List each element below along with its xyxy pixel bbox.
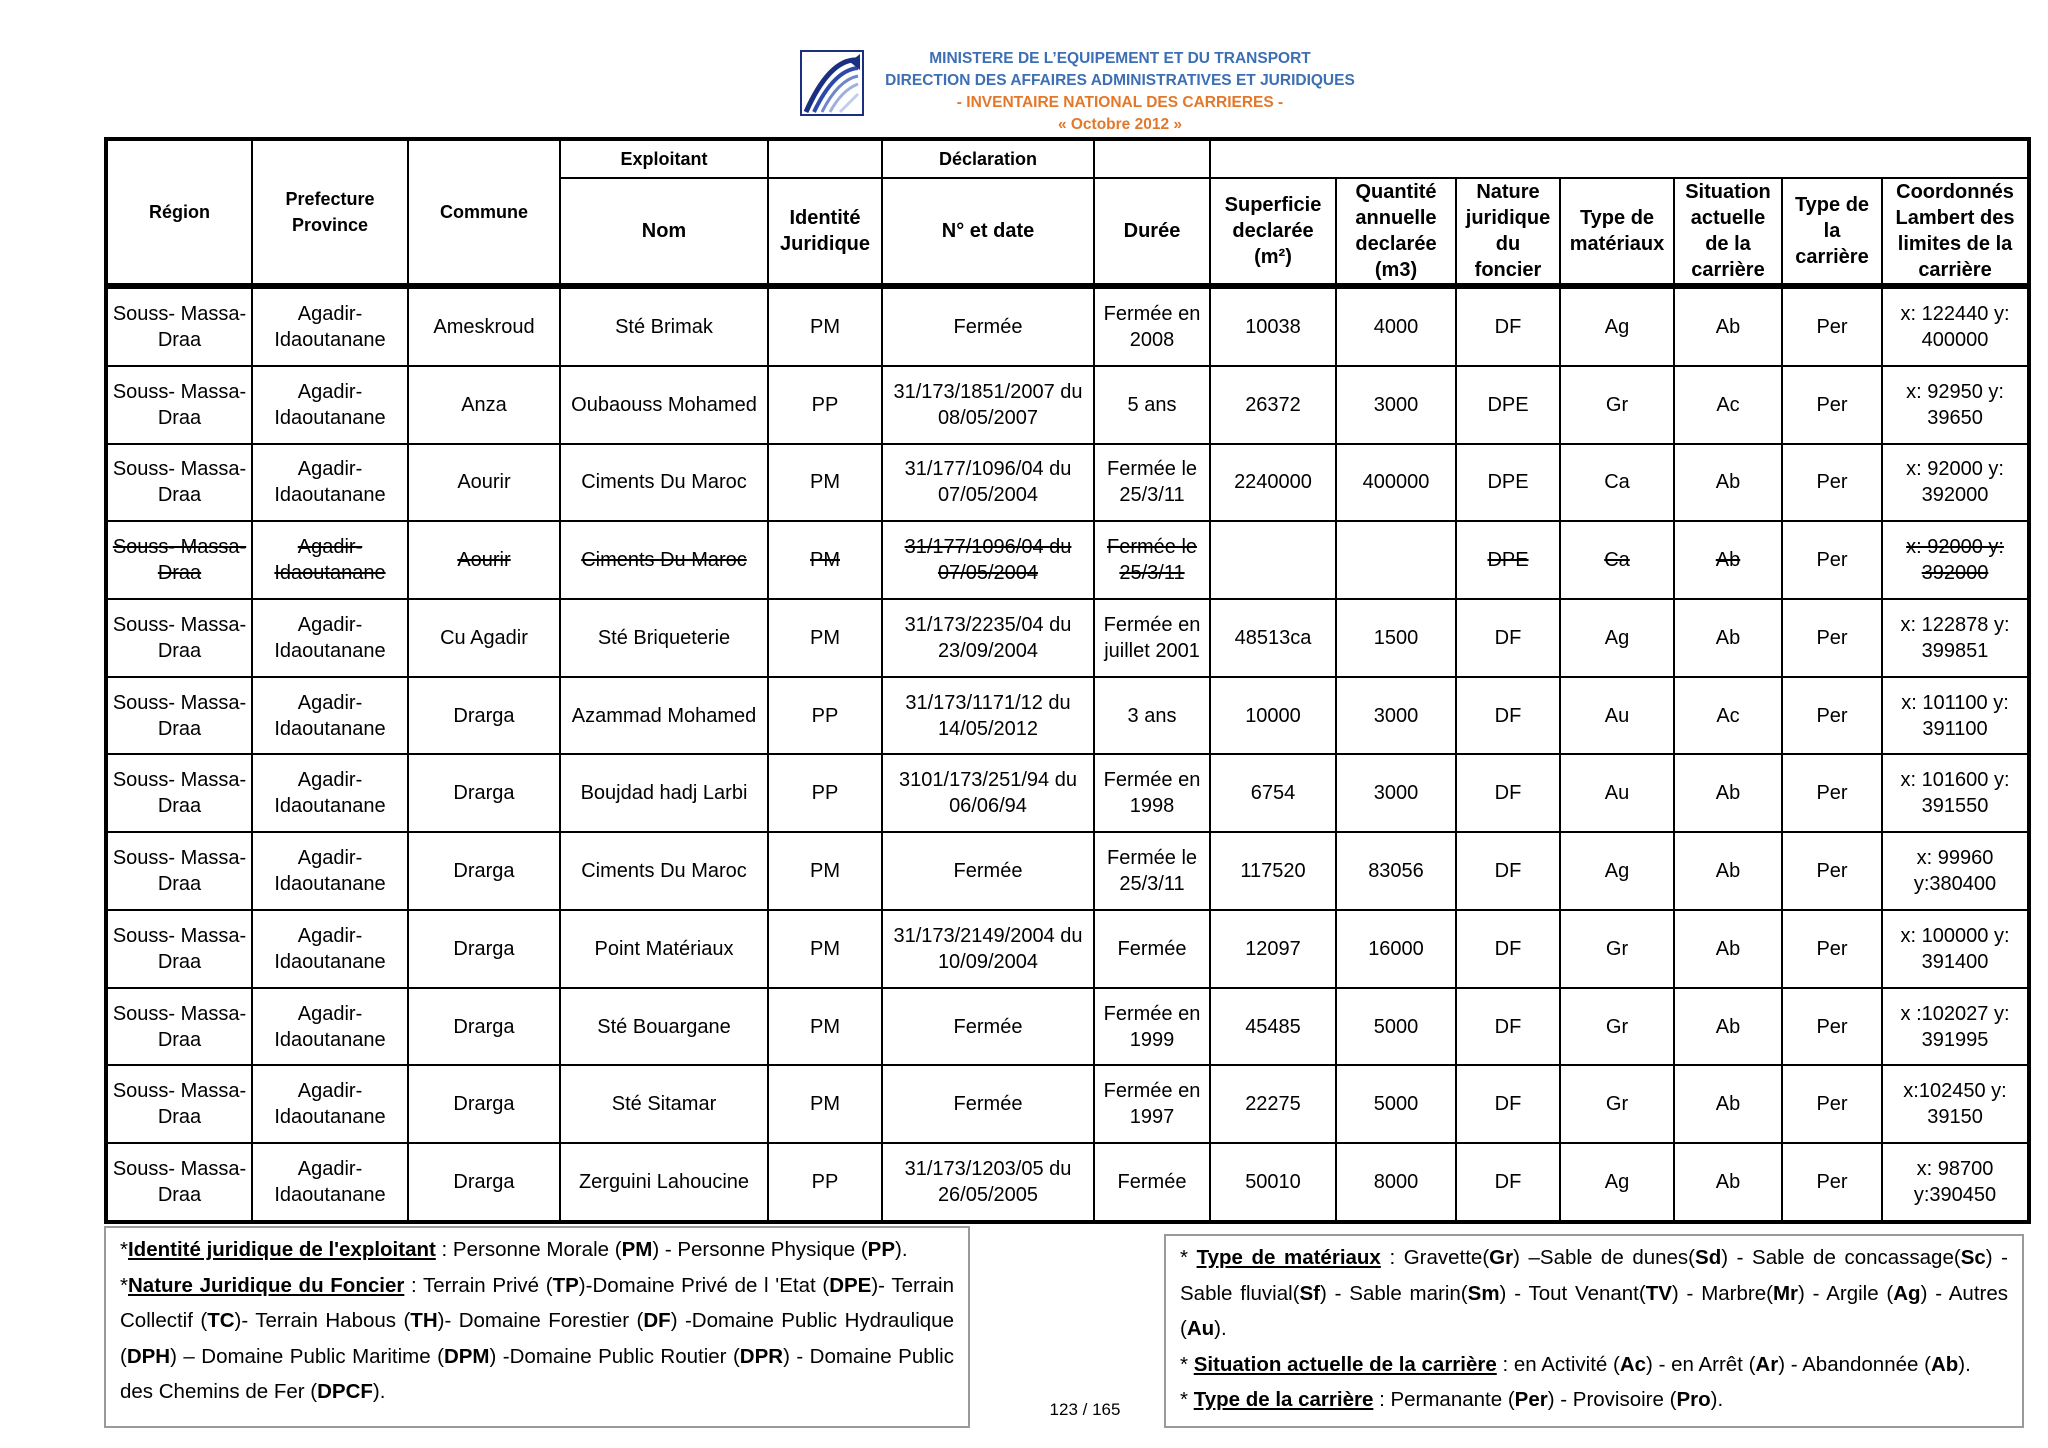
cell-situation: Ab <box>1674 832 1782 910</box>
legend-materiaux: * Type de matériaux : Gravette(Gr) –Sable de dunes(Sd) - Sable de concassage(Sc) - Sable fluvial(Sf) - Sable marin(Sm) - Tout Venant(TV) - Marbre(Mr) - Argile (Ag) - Autres (Au). <box>1180 1246 2009 1340</box>
cell-quantite: 8000 <box>1336 1143 1456 1222</box>
table-row <box>106 366 2029 444</box>
legend-identite-key: Identité juridique de l'exploitant <box>127 1238 436 1261</box>
col-header-commune: Commune <box>408 139 560 286</box>
header-direction: DIRECTION DES AFFAIRES ADMINISTRATIVES ET JURIDIQUES <box>885 72 1355 89</box>
cell-type-materiaux: Ca <box>1560 444 1674 522</box>
cell-numero-date: 3101/173/251/94 du 06/06/94 <box>882 754 1094 832</box>
cell-coordonnees: x: 122878 y: 399851 <box>1882 599 2029 677</box>
cell-commune: Ameskroud <box>408 286 560 366</box>
table-row <box>106 286 2029 366</box>
cell-duree: Fermée <box>1094 1143 1210 1222</box>
cell-quantite: 3000 <box>1336 366 1456 444</box>
cell-commune: Drarga <box>408 677 560 755</box>
col-header-duree: Durée <box>1094 178 1210 286</box>
legend-type-text: : Permanante (Per) - Provisoire (Pro). <box>1379 1388 1724 1411</box>
cell-superficie: 2240000 <box>1210 444 1336 522</box>
cell-prefecture: Agadir-Idaoutanane <box>252 521 408 599</box>
header-ministry: MINISTERE DE L’EQUIPEMENT ET DU TRANSPORT <box>929 50 1311 67</box>
cell-coordonnees: x: 122440 y: 400000 <box>1882 286 2029 366</box>
cell-region: Souss- Massa-Draa <box>106 1143 252 1222</box>
col-header-numero-date: N° et date <box>882 178 1094 286</box>
cell-quantite: 3000 <box>1336 677 1456 755</box>
legend-nature: *Nature Juridique du Foncier : Terrain Privé (TP)-Domaine Privé de l 'Etat (DPE)- Terrain Collectif (TC)- Terrain Habous (TH)- Domaine Forestier (DF) -Domaine Public Hydraulique (DPH) – Domaine Public Maritime (DPM) -Domaine Public Routier (DPR) - Domaine Public des Chemins de Fer (DPCF). <box>120 1273 954 1403</box>
legend-type: * Type de la carrière : Permanante (Per) - Provisoire (Pro). <box>1180 1388 1724 1411</box>
col-header-situation: Situation actuelle de la carrière <box>1674 178 1782 286</box>
cell-situation: Ab <box>1674 910 1782 988</box>
cell-coordonnees: x :102027 y: 391995 <box>1882 988 2029 1066</box>
cell-superficie: 22275 <box>1210 1065 1336 1143</box>
cell-nature-foncier: DF <box>1456 677 1560 755</box>
table-row <box>106 988 2029 1066</box>
cell-nom: Oubaouss Mohamed <box>560 366 768 444</box>
cell-numero-date: 31/177/1096/04 du 07/05/2004 <box>882 521 1094 599</box>
cell-nature-foncier: DPE <box>1456 444 1560 522</box>
cell-superficie: 26372 <box>1210 366 1336 444</box>
cell-commune: Cu Agadir <box>408 599 560 677</box>
legend-situation-text: : en Activité (Ac) - en Arrêt (Ar) - Abandonnée (Ab). <box>1502 1352 1971 1376</box>
col-header-nom: Nom <box>560 178 768 286</box>
cell-commune: Drarga <box>408 1143 560 1222</box>
cell-duree: Fermée en 2008 <box>1094 286 1210 366</box>
cell-nom: Ciments Du Maroc <box>560 832 768 910</box>
table-row <box>106 599 2029 677</box>
cell-prefecture: Agadir-Idaoutanane <box>252 1065 408 1143</box>
cell-superficie: 10000 <box>1210 677 1336 755</box>
cell-superficie: 117520 <box>1210 832 1336 910</box>
cell-type-carriere: Per <box>1782 599 1882 677</box>
cell-duree: Fermée <box>1094 910 1210 988</box>
cell-region: Souss- Massa-Draa <box>106 286 252 366</box>
cell-region: Souss- Massa-Draa <box>106 910 252 988</box>
header-date: « Octobre 2012 » <box>1057 116 1183 133</box>
cell-situation: Ab <box>1674 444 1782 522</box>
group-header-blank-3 <box>1210 139 2029 178</box>
cell-region: Souss- Massa-Draa <box>106 366 252 444</box>
cell-region: Souss- Massa-Draa <box>106 754 252 832</box>
cell-type-materiaux: Ag <box>1560 599 1674 677</box>
cell-nom: Sté Bouargane <box>560 988 768 1066</box>
cell-region: Souss- Massa-Draa <box>106 677 252 755</box>
group-header-declaration: Déclaration <box>882 139 1094 178</box>
cell-superficie: 6754 <box>1210 754 1336 832</box>
cell-nom: Boujdad hadj Larbi <box>560 754 768 832</box>
cell-coordonnees: x: 92000 y: 392000 <box>1882 444 2029 522</box>
cell-prefecture: Agadir-Idaoutanane <box>252 1143 408 1222</box>
cell-type-carriere: Per <box>1782 444 1882 522</box>
cell-situation: Ab <box>1674 599 1782 677</box>
cell-situation: Ac <box>1674 366 1782 444</box>
cell-superficie: 12097 <box>1210 910 1336 988</box>
cell-type-carriere: Per <box>1782 1143 1882 1222</box>
cell-duree: Fermée en 1999 <box>1094 988 1210 1066</box>
col-header-type-carriere: Type de la carrière <box>1782 178 1882 286</box>
cell-commune: Aourir <box>408 521 560 599</box>
cell-type-carriere: Per <box>1782 521 1882 599</box>
cell-nom: Point Matériaux <box>560 910 768 988</box>
cell-prefecture: Agadir-Idaoutanane <box>252 832 408 910</box>
cell-type-materiaux: Gr <box>1560 366 1674 444</box>
cell-coordonnees: x: 92000 y: 392000 <box>1882 521 2029 599</box>
cell-quantite: 5000 <box>1336 1065 1456 1143</box>
cell-situation: Ab <box>1674 1065 1782 1143</box>
cell-duree: 5 ans <box>1094 366 1210 444</box>
col-header-coordonnees: Coordonnés Lambert des limites de la carrière <box>1882 178 2029 286</box>
cell-identite: PM <box>768 910 882 988</box>
col-header-region: Région <box>106 139 252 286</box>
cell-prefecture: Agadir-Idaoutanane <box>252 988 408 1066</box>
legend-nature-text: : Terrain Privé (TP)-Domaine Privé de l 'Etat (DPE)- Terrain Collectif (TC)- Terrain Habous (TH)- Domaine Forestier (DF) -Domaine Public Hydraulique (DPH) – Domaine Public Maritime (DPM) -Domaine Public Routier (DPR) - Domaine Public des Chemins de Fer (DPCF). <box>120 1273 954 1403</box>
quarry-inventory-table <box>104 137 2031 1224</box>
cell-region: Souss- Massa-Draa <box>106 521 252 599</box>
cell-type-materiaux: Gr <box>1560 988 1674 1066</box>
cell-type-carriere: Per <box>1782 910 1882 988</box>
cell-prefecture: Agadir-Idaoutanane <box>252 286 408 366</box>
cell-numero-date: 31/173/2149/2004 du 10/09/2004 <box>882 910 1094 988</box>
cell-nom: Zerguini Lahoucine <box>560 1143 768 1222</box>
table-row <box>106 832 2029 910</box>
cell-situation: Ab <box>1674 1143 1782 1222</box>
cell-nature-foncier: DF <box>1456 1143 1560 1222</box>
cell-quantite: 1500 <box>1336 599 1456 677</box>
cell-identite: PM <box>768 988 882 1066</box>
cell-nature-foncier: DF <box>1456 988 1560 1066</box>
cell-coordonnees: x: 100000 y: 391400 <box>1882 910 2029 988</box>
cell-quantite: 400000 <box>1336 444 1456 522</box>
cell-nom: Sté Sitamar <box>560 1065 768 1143</box>
cell-prefecture: Agadir-Idaoutanane <box>252 677 408 755</box>
cell-nature-foncier: DF <box>1456 754 1560 832</box>
cell-duree: Fermée le 25/3/11 <box>1094 521 1210 599</box>
cell-situation: Ab <box>1674 521 1782 599</box>
cell-nature-foncier: DF <box>1456 599 1560 677</box>
cell-duree: Fermée en juillet 2001 <box>1094 599 1210 677</box>
header-text <box>870 48 1370 136</box>
legend-identite-text: : Personne Morale (PM) - Personne Physique (PP). <box>441 1238 908 1261</box>
cell-region: Souss- Massa-Draa <box>106 599 252 677</box>
cell-prefecture: Agadir-Idaoutanane <box>252 754 408 832</box>
cell-commune: Drarga <box>408 754 560 832</box>
cell-type-carriere: Per <box>1782 1065 1882 1143</box>
table-row <box>106 677 2029 755</box>
cell-situation: Ab <box>1674 286 1782 366</box>
table-row <box>106 910 2029 988</box>
cell-identite: PP <box>768 677 882 755</box>
legend-nature-key: Nature Juridique du Foncier <box>127 1273 405 1297</box>
col-header-nature-foncier: Nature juridique du foncier <box>1456 178 1560 286</box>
col-header-prefecture: Prefecture Province <box>252 139 408 286</box>
cell-type-materiaux: Ag <box>1560 832 1674 910</box>
cell-nature-foncier: DF <box>1456 286 1560 366</box>
cell-prefecture: Agadir-Idaoutanane <box>252 910 408 988</box>
cell-superficie: 50010 <box>1210 1143 1336 1222</box>
cell-quantite: 4000 <box>1336 286 1456 366</box>
cell-nature-foncier: DPE <box>1456 521 1560 599</box>
cell-numero-date: Fermée <box>882 286 1094 366</box>
cell-quantite: 5000 <box>1336 988 1456 1066</box>
cell-numero-date: 31/173/2235/04 du 23/09/2004 <box>882 599 1094 677</box>
cell-superficie: 10038 <box>1210 286 1336 366</box>
cell-identite: PM <box>768 444 882 522</box>
cell-numero-date: 31/173/1203/05 du 26/05/2005 <box>882 1143 1094 1222</box>
cell-coordonnees: x: 92950 y: 39650 <box>1882 366 2029 444</box>
legend-situation-key: Situation actuelle de la carrière <box>1193 1352 1497 1376</box>
cell-prefecture: Agadir-Idaoutanane <box>252 599 408 677</box>
cell-quantite: 3000 <box>1336 754 1456 832</box>
cell-numero-date: Fermée <box>882 1065 1094 1143</box>
col-header-superficie: Superficie declarée (m²) <box>1210 178 1336 286</box>
cell-type-materiaux: Gr <box>1560 1065 1674 1143</box>
table-row <box>106 1143 2029 1222</box>
cell-coordonnees: x: 99960 y:380400 <box>1882 832 2029 910</box>
cell-type-carriere: Per <box>1782 754 1882 832</box>
cell-type-carriere: Per <box>1782 677 1882 755</box>
cell-prefecture: Agadir-Idaoutanane <box>252 366 408 444</box>
cell-type-materiaux: Au <box>1560 677 1674 755</box>
cell-duree: Fermée en 1998 <box>1094 754 1210 832</box>
cell-superficie <box>1210 521 1336 599</box>
legend-type-key: Type de la carrière <box>1193 1388 1374 1411</box>
cell-nature-foncier: DF <box>1456 832 1560 910</box>
cell-nom: Sté Brimak <box>560 286 768 366</box>
cell-commune: Drarga <box>408 988 560 1066</box>
cell-nature-foncier: DPE <box>1456 366 1560 444</box>
document-header <box>800 48 1360 140</box>
group-header-blank-2 <box>1094 139 1210 178</box>
cell-numero-date: 31/173/1851/2007 du 08/05/2007 <box>882 366 1094 444</box>
cell-prefecture: Agadir-Idaoutanane <box>252 444 408 522</box>
col-header-type-materiaux: Type de matériaux <box>1560 178 1674 286</box>
cell-duree: Fermée le 25/3/11 <box>1094 832 1210 910</box>
ministry-arch-logo-icon <box>800 50 864 116</box>
cell-nom: Ciments Du Maroc <box>560 521 768 599</box>
cell-type-carriere: Per <box>1782 832 1882 910</box>
cell-identite: PP <box>768 1143 882 1222</box>
cell-type-carriere: Per <box>1782 286 1882 366</box>
legend-identite: *Identité juridique de l'exploitant : Personne Morale (PM) - Personne Physique (PP). <box>120 1238 908 1261</box>
cell-quantite: 83056 <box>1336 832 1456 910</box>
cell-coordonnees: x:102450 y: 39150 <box>1882 1065 2029 1143</box>
cell-commune: Drarga <box>408 910 560 988</box>
cell-coordonnees: x: 101100 y: 391100 <box>1882 677 2029 755</box>
cell-type-materiaux: Ag <box>1560 286 1674 366</box>
header-inventory-title: - INVENTAIRE NATIONAL DES CARRIERES - <box>956 94 1284 111</box>
cell-coordonnees: x: 101600 y: 391550 <box>1882 754 2029 832</box>
cell-identite: PM <box>768 832 882 910</box>
cell-type-materiaux: Ca <box>1560 521 1674 599</box>
legend-materiaux-key: Type de matériaux <box>1196 1246 1381 1269</box>
cell-duree: Fermée le 25/3/11 <box>1094 444 1210 522</box>
legend-materiaux-text: : Gravette(Gr) –Sable de dunes(Sd) - Sable de concassage(Sc) - Sable fluvial(Sf) - Sable marin(Sm) - Tout Venant(TV) - Marbre(Mr) - Argile (Ag) - Autres (Au). <box>1180 1246 2009 1340</box>
legend-right <box>1164 1234 2024 1428</box>
cell-numero-date: 31/173/1171/12 du 14/05/2012 <box>882 677 1094 755</box>
cell-nature-foncier: DF <box>1456 1065 1560 1143</box>
table-row <box>106 1065 2029 1143</box>
cell-region: Souss- Massa-Draa <box>106 1065 252 1143</box>
cell-type-carriere: Per <box>1782 988 1882 1066</box>
cell-numero-date: Fermée <box>882 832 1094 910</box>
cell-situation: Ab <box>1674 754 1782 832</box>
cell-nature-foncier: DF <box>1456 910 1560 988</box>
cell-situation: Ac <box>1674 677 1782 755</box>
cell-commune: Drarga <box>408 1065 560 1143</box>
cell-identite: PP <box>768 366 882 444</box>
table-row <box>106 444 2029 522</box>
cell-type-carriere: Per <box>1782 366 1882 444</box>
cell-quantite: 16000 <box>1336 910 1456 988</box>
cell-identite: PM <box>768 1065 882 1143</box>
legend-left <box>104 1226 970 1428</box>
cell-identite: PP <box>768 754 882 832</box>
cell-type-materiaux: Ag <box>1560 1143 1674 1222</box>
legend-situation: * Situation actuelle de la carrière : en Activité (Ac) - en Arrêt (Ar) - Abandonnée (Ab). <box>1180 1352 1971 1376</box>
group-header-blank-1 <box>768 139 882 178</box>
cell-region: Souss- Massa-Draa <box>106 832 252 910</box>
cell-duree: Fermée en 1997 <box>1094 1065 1210 1143</box>
table-body <box>106 286 2029 1222</box>
cell-commune: Drarga <box>408 832 560 910</box>
cell-numero-date: 31/177/1096/04 du 07/05/2004 <box>882 444 1094 522</box>
cell-region: Souss- Massa-Draa <box>106 988 252 1066</box>
cell-superficie: 45485 <box>1210 988 1336 1066</box>
cell-coordonnees: x: 98700 y:390450 <box>1882 1143 2029 1222</box>
cell-numero-date: Fermée <box>882 988 1094 1066</box>
cell-situation: Ab <box>1674 988 1782 1066</box>
cell-region: Souss- Massa-Draa <box>106 444 252 522</box>
cell-identite: PM <box>768 599 882 677</box>
group-header-exploitant: Exploitant <box>560 139 768 178</box>
page-number: 123 / 165 <box>1049 1400 1121 1419</box>
cell-commune: Anza <box>408 366 560 444</box>
cell-duree: 3 ans <box>1094 677 1210 755</box>
cell-nom: Ciments Du Maroc <box>560 444 768 522</box>
cell-superficie: 48513ca <box>1210 599 1336 677</box>
cell-type-materiaux: Gr <box>1560 910 1674 988</box>
table-row <box>106 754 2029 832</box>
cell-commune: Aourir <box>408 444 560 522</box>
cell-nom: Azammad Mohamed <box>560 677 768 755</box>
cell-type-materiaux: Au <box>1560 754 1674 832</box>
col-header-quantite: Quantité annuelle declarée (m3) <box>1336 178 1456 286</box>
cell-identite: PM <box>768 521 882 599</box>
cell-quantite <box>1336 521 1456 599</box>
group-header-row <box>106 139 2029 178</box>
col-header-identite: Identité Juridique <box>768 178 882 286</box>
cell-nom: Sté Briqueterie <box>560 599 768 677</box>
cell-identite: PM <box>768 286 882 366</box>
table-row <box>106 521 2029 599</box>
